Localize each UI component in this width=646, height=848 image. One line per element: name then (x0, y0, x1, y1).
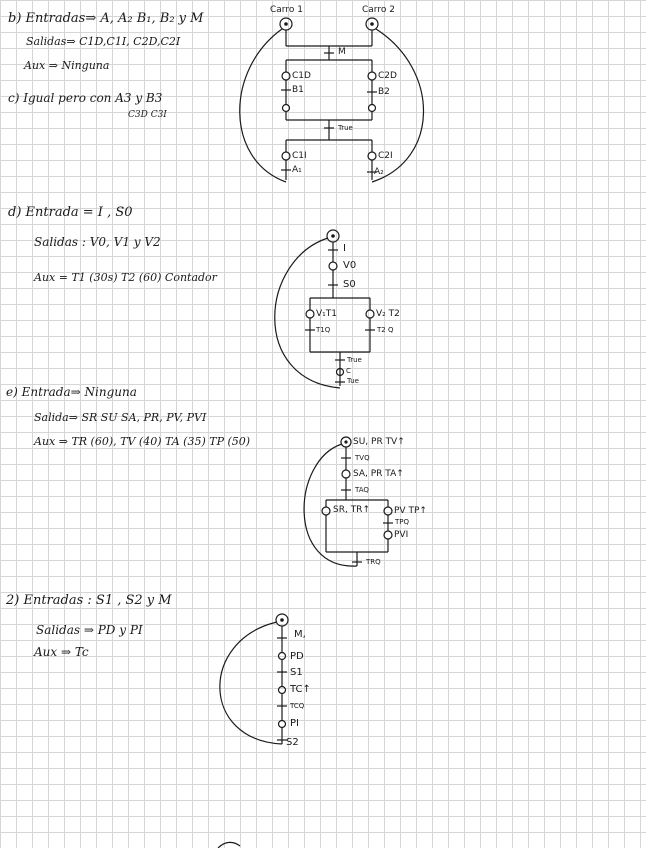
label-i: I (343, 243, 346, 254)
label-2-pi: PI (290, 718, 299, 729)
label-t1q: T1Q (316, 326, 331, 334)
note-c-line1: c) Igual pero con A3 y B3 (8, 91, 163, 105)
label-e-step1: SU, PR TV↑ (353, 437, 405, 447)
step-c2i (368, 152, 376, 160)
label-e-trq: TRQ (366, 558, 381, 566)
label-b1: B1 (292, 85, 304, 95)
note-b-line1: b) Entradas⇒ A, A₂ B₁, B₂ y M (8, 11, 204, 26)
return-arc-left (240, 29, 286, 182)
note-e-line3: Aux ⇒ TR (60), TV (40) TA (35) TP (50) (34, 435, 251, 448)
step-c2d (368, 72, 376, 80)
label-carro1: Carro 1 (270, 5, 303, 15)
label-e-step3: SR, TR↑ (333, 505, 370, 515)
note-e-line1: e) Entrada⇒ Ninguna (6, 385, 137, 399)
note-d-line1: d) Entrada = I , S0 (8, 205, 133, 220)
label-a2: A₂ (374, 167, 384, 177)
grafcet-e (304, 437, 393, 566)
note-2-line2: Salidas ⇒ PD y PI (36, 623, 143, 637)
note-b-line2: Salidas⇒ C1D,C1I, C2D,C2I (26, 35, 181, 48)
label-s0: S0 (343, 279, 356, 290)
note-2-line3: Aux ⇒ Tc (34, 645, 89, 659)
label-v1t1: V₁T1 (316, 309, 337, 319)
label-2-tc: TC↑ (290, 684, 311, 695)
label-2-pd: PD (290, 651, 304, 662)
label-c: C (346, 367, 351, 375)
label-2-s2: S2 (286, 737, 299, 748)
label-a1: A₁ (292, 165, 302, 175)
note-e-line2: Salida⇒ SR SU SA, PR, PV, PVI (34, 411, 207, 424)
label-t2q: T2 Q (377, 326, 394, 334)
label-b2: B2 (378, 87, 390, 97)
label-true-d: True (347, 356, 362, 364)
label-carro2: Carro 2 (362, 5, 395, 15)
note-c-line2: C3D C3I (128, 110, 167, 120)
label-e-step4: PV TP↑ (394, 506, 427, 516)
label-e-taq: TAQ (355, 486, 369, 494)
note-b-line3: Aux ⇒ Ninguna (24, 59, 110, 72)
label-tue: Tue (347, 377, 359, 385)
label-2-s1: S1 (290, 667, 303, 678)
note-d-line3: Aux = T1 (30s) T2 (60) Contador (34, 271, 217, 284)
label-m: M (338, 47, 346, 57)
grafcet-2 (220, 614, 288, 744)
step-c1d (282, 72, 290, 80)
step-c1i (282, 152, 290, 160)
label-v0: V0 (343, 260, 357, 271)
grafcet-b (240, 18, 424, 182)
label-c2i: C2I (378, 151, 393, 161)
label-e-pvi: PVI (394, 530, 409, 540)
label-e-step2: SA, PR TA↑ (353, 469, 404, 479)
label-c1d: C1D (292, 71, 311, 81)
label-c1i: C1I (292, 151, 307, 161)
label-v2t2: V₂ T2 (376, 309, 400, 319)
label-c2d: C2D (378, 71, 397, 81)
stray-pen-mark (218, 842, 240, 848)
label-true: True (338, 124, 353, 132)
label-e-tvq: TVQ (355, 454, 370, 462)
label-e-tpq: TPQ (395, 518, 410, 526)
label-2-m: M, (294, 629, 306, 640)
label-2-tcq: TCQ (290, 702, 305, 710)
note-2-line1: 2) Entradas : S1 , S2 y M (6, 593, 172, 608)
note-d-line2: Salidas : V0, V1 y V2 (34, 235, 161, 249)
